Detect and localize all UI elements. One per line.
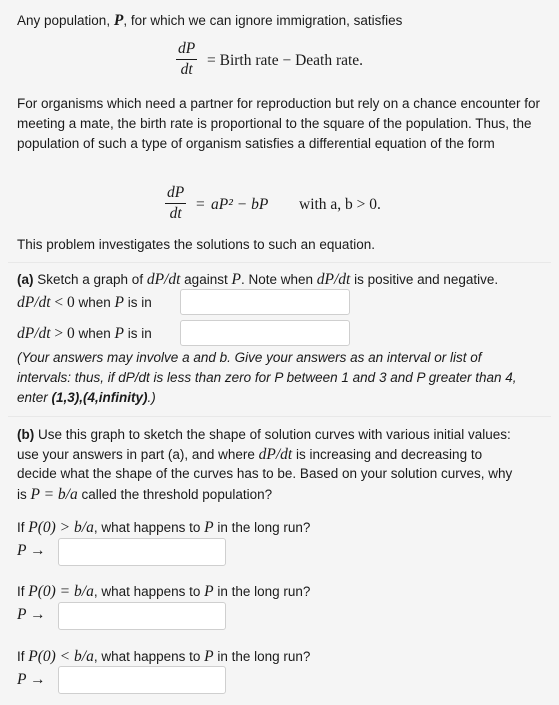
eq1-numerator: dP bbox=[178, 40, 196, 57]
eq2-fraction bbox=[165, 184, 186, 223]
part-b-line1: (b) Use this graph to sketch the shape of solution curves with various initial values: bbox=[17, 427, 511, 442]
intro-lead: Any population, bbox=[17, 13, 111, 28]
eq2-denominator: dt bbox=[169, 205, 182, 222]
part-a-prompt: (a) Sketch a graph of dP/dt against P. Note when dP/dt is positive and negative. bbox=[17, 271, 499, 288]
part-a-note-line3: enter (1,3),(4,infinity).) bbox=[17, 390, 156, 405]
part-a-q2-label: dP/dt > 0 when P is in bbox=[17, 325, 152, 342]
var-p: P bbox=[113, 12, 124, 29]
question-1-answer-input[interactable] bbox=[58, 538, 226, 566]
paragraph-model: For organisms which need a partner for reproduction but rely on a chance encounter for meeting a mate, the birth rate is proportional to the square of the population. Thus, the population of such a type of organism satisfies a differential equation of the form bbox=[17, 96, 541, 151]
part-a-positive-answer-input[interactable] bbox=[180, 320, 350, 346]
eq1-rhs: = Birth rate − Death rate. bbox=[207, 52, 364, 69]
question-1-arrow: P → bbox=[17, 542, 46, 559]
question-3-arrow: P → bbox=[17, 671, 46, 688]
part-b-line2: use your answers in part (a), and where dP/dt is increasing and decreasing to bbox=[17, 446, 483, 463]
problem-intro: This problem investigates the solutions to such an equation. bbox=[17, 237, 375, 252]
eq2-condition: with a, b > 0. bbox=[299, 196, 381, 213]
eq1-denominator: dt bbox=[180, 61, 193, 78]
question-2: If P(0) = b/a, what happens to P in the long run? bbox=[17, 583, 311, 600]
part-a-label: (a) bbox=[17, 272, 34, 287]
eq2-equals: = bbox=[196, 196, 205, 213]
part-a-q1-label: dP/dt < 0 when P is in bbox=[17, 294, 152, 311]
intro-tail: , for which we can ignore immigration, satisfies bbox=[123, 13, 403, 28]
part-a-negative-answer-input[interactable] bbox=[180, 289, 350, 315]
part-b-label: (b) bbox=[17, 427, 35, 442]
eq2-rhs: aP² − bP bbox=[211, 196, 269, 213]
question-3: If P(0) < b/a, what happens to P in the long run? bbox=[17, 648, 311, 665]
question-2-answer-input[interactable] bbox=[58, 602, 226, 630]
part-b-line4: is P = b/a called the threshold population? bbox=[17, 486, 273, 503]
question-2-arrow: P → bbox=[17, 606, 46, 623]
question-3-answer-input[interactable] bbox=[58, 666, 226, 694]
part-a-note-line1: (Your answers may involve a and b. Give your answers as an interval or list of bbox=[17, 350, 482, 365]
eq2-numerator: dP bbox=[167, 184, 185, 201]
example-answer: (1,3),(4,infinity) bbox=[51, 390, 148, 405]
part-b-line3: decide what the shape of the curves has to be. Based on your solution curves, why bbox=[17, 466, 513, 481]
eq1-fraction bbox=[176, 40, 197, 79]
part-a-note-line2: intervals: thus, if dP/dt is less than zero for P between 1 and 3 and P greater than 4, bbox=[17, 370, 517, 385]
intro-line bbox=[17, 12, 402, 30]
question-1: If P(0) > b/a, what happens to P in the long run? bbox=[17, 519, 311, 536]
